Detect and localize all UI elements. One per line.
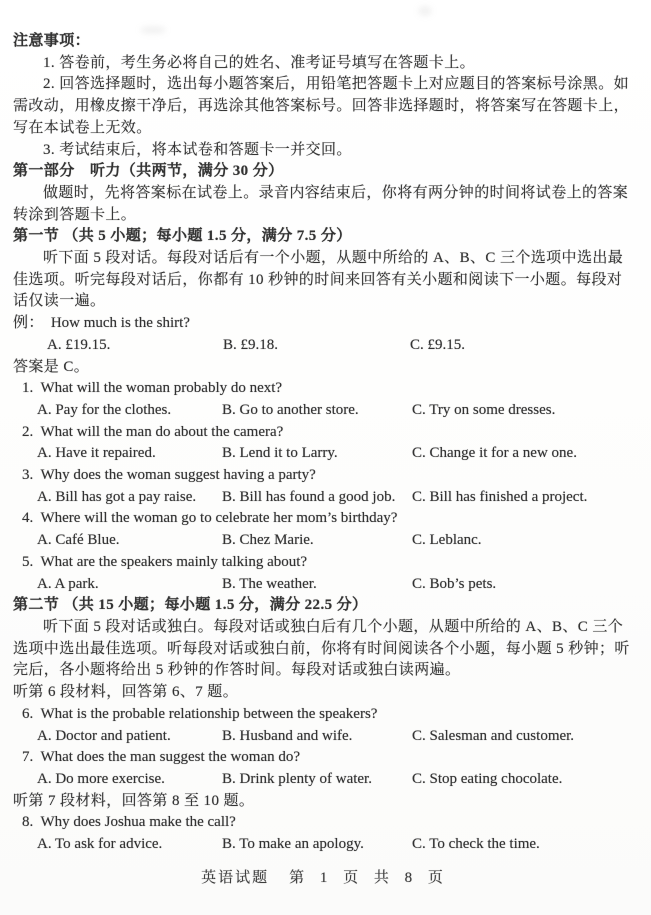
material-note-7: 听第 7 段材料，回答第 8 至 10 题。 (13, 792, 255, 809)
notice-item-1: 1. 答卷前，考生务必将自己的姓名、准考证号填写在答题卡上。 (43, 54, 476, 71)
option-a: A. To ask for advice. (37, 836, 163, 853)
option-c: C. Salesman and customer. (412, 727, 575, 744)
footer-page-number: 第 1 页 共 8 页 (289, 869, 449, 886)
scan-smudge (140, 26, 166, 34)
option-b: B. Lend it to Larry. (222, 445, 338, 462)
question-3-options (13, 487, 637, 509)
notice-title: 注意事项： (13, 33, 91, 49)
option-b: B. Drink plenty of water. (222, 770, 372, 787)
question-8 (13, 812, 637, 834)
question-text: Where will the woman go to celebrate her mom’s birthday? (40, 510, 398, 527)
question-2 (13, 422, 637, 444)
example-question (13, 313, 637, 335)
option-c: C. Bob’s pets. (412, 575, 497, 592)
question-4-options (13, 530, 637, 552)
question-number: 7. (22, 749, 34, 766)
question-text: What will the man do about the camera? (40, 423, 284, 440)
option-b: B. Go to another store. (222, 401, 359, 418)
question-text: Why does Joshua make the call? (40, 814, 236, 831)
scan-smudge (418, 6, 432, 16)
question-8-options (13, 834, 637, 856)
example-option-c: C. £9.15. (410, 336, 466, 353)
question-5-options (13, 574, 637, 596)
option-a: A. Doctor and patient. (37, 727, 171, 744)
section1-intro: 听下面 5 段对话。每段对话后有一个小题，从题中所给的 A、B、C 三个选项中选出最佳选项。听完每段对话后，你都有 10 秒钟的时间来回答有关小题和阅读下一小题。每段对话仅读一遍。 (13, 250, 624, 310)
page-footer (13, 868, 637, 890)
example-answer-note: 答案是 C。 (13, 358, 90, 375)
section2-intro: 听下面 5 段对话或独白。每段对话或独白后有几个小题，从题中所给的 A、B、C 三个选项中选出最佳选项。听每段对话或独白前，你将有时间阅读各个小题，每小题 5 秒钟；听完后，各小题将给出 5 秒钟的作答时间。每段对话或独白读两遍。 (13, 618, 630, 679)
option-a: A. Bill has got a pay raise. (37, 488, 197, 505)
part1-heading: 第一部分 听力（共两节，满分 30 分） (13, 163, 284, 180)
example-option-a: A. £19.15. (47, 336, 111, 353)
option-b: B. To make an apology. (222, 836, 364, 853)
footer-doc-title: 英语试题 (201, 869, 270, 886)
question-text: What are the speakers mainly talking about? (40, 553, 308, 570)
notice-item-2: 2. 回答选择题时，选出每小题答案后，用铅笔把答题卡上对应题目的答案标号涂黑。如需改动，用橡皮擦干净后，再选涂其他答案标号。回答非选择题时，将答案写在答题卡上，写在本试卷上无效。 (13, 76, 630, 136)
question-7 (13, 747, 637, 769)
option-c: C. Stop eating chocolate. (412, 770, 563, 787)
option-b: B. Chez Marie. (222, 532, 314, 549)
question-text: What does the man suggest the woman do? (40, 749, 301, 766)
example-option-b: B. £9.18. (223, 336, 279, 353)
question-3 (13, 465, 637, 487)
example-options (13, 335, 637, 357)
example-question-text: How much is the shirt? (50, 315, 190, 332)
option-a: A. Do more exercise. (37, 770, 165, 787)
question-1 (13, 378, 637, 400)
question-text: What is the probable relationship between the speakers? (40, 705, 378, 722)
question-number: 6. (22, 705, 34, 722)
option-b: B. Husband and wife. (222, 727, 353, 744)
option-b: B. The weather. (222, 575, 317, 592)
question-number: 3. (22, 467, 34, 484)
option-c: C. Try on some dresses. (412, 401, 556, 418)
option-b: B. Bill has found a good job. (222, 488, 396, 505)
option-a: A. A park. (37, 575, 99, 592)
option-a: A. Pay for the clothes. (37, 401, 172, 418)
option-c: C. To check the time. (412, 836, 540, 853)
question-number: 8. (22, 814, 34, 831)
part1-intro: 做题时，先将答案标在试卷上。录音内容结束后，你将有两分钟的时间将试卷上的答案转涂到答题卡上。 (13, 184, 629, 223)
question-number: 4. (22, 510, 34, 527)
section1-heading: 第一节 （共 5 小题；每小题 1.5 分，满分 7.5 分） (13, 228, 352, 245)
option-c: C. Change it for a new one. (412, 445, 577, 462)
question-number: 2. (22, 423, 34, 440)
question-6 (13, 704, 637, 726)
question-number: 1. (22, 380, 34, 397)
example-label: 例： (13, 315, 44, 332)
question-5 (13, 552, 637, 574)
option-c: C. Leblanc. (412, 532, 482, 549)
question-4 (13, 508, 637, 530)
option-a: A. Café Blue. (37, 532, 120, 549)
question-6-options (13, 726, 637, 748)
section2-heading: 第二节 （共 15 小题；每小题 1.5 分，满分 22.5 分） (13, 597, 368, 614)
notice-item-3: 3. 考试结束后，将本试卷和答题卡一并交回。 (43, 141, 352, 158)
question-2-options (13, 443, 637, 465)
question-7-options (13, 769, 637, 791)
option-c: C. Bill has finished a project. (412, 488, 588, 505)
question-number: 5. (22, 553, 34, 570)
question-1-options (13, 400, 637, 422)
question-text: Why does the woman suggest having a party? (40, 467, 316, 484)
question-text: What will the woman probably do next? (40, 380, 283, 397)
material-note-6: 听第 6 段材料，回答第 6、7 题。 (13, 684, 239, 701)
option-a: A. Have it repaired. (37, 445, 156, 462)
